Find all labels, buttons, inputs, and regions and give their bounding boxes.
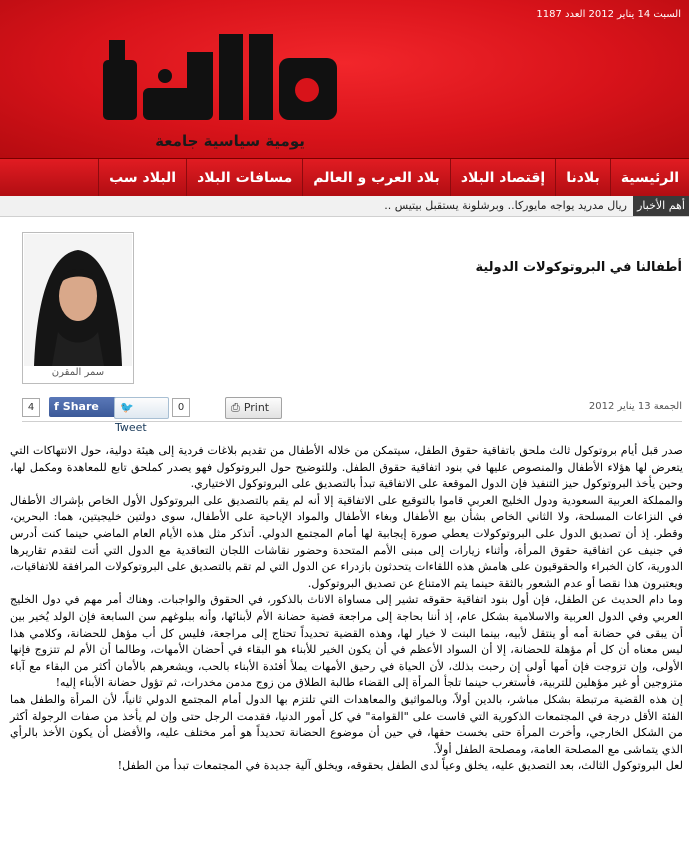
ticker-headline[interactable]: ريال مدريد يواجه مايوركا.. وبرشلونة يستقبل بيتيس ..: [384, 199, 627, 212]
tweet-count: 0: [172, 398, 190, 417]
main-nav: [0, 158, 689, 197]
print-label: Print: [243, 401, 270, 414]
twitter-bird-icon: 🐦: [120, 401, 134, 414]
article-paragraph: والمملكة العربية السعودية ودول الخليج العربي قاموا بالتوقيع على الاتفاقية إلا أنه لم يقم بالتصديق على البروتوكول الأول الخاص بإشراك الأطفال في النزاعات المسلحة، ولا الثاني الخاص بشأن بيع الأطفال وبغاء الأطفال والمواد الإباحية على الأطفال، سوى دولتين خليجيتين، هما: البحرين، وقطر. إذ أن تصديق الدول على البروتوكولات يعطي صورة إيجابية لها أمام المجتمع الدولي. أتذكر مثل هذه الأيام العام الماضي حينما كنت أدرس في جنيف عن اتفاقية حقوق المرأة، وأثناء زيارات إلى مبنى الأمم المتحدة وحضور نقاشات اللجان التعاقدية مع الدول التي أتت لتقدم تقاريرها الدورية، كان الخبراء والحقوقيون على هامش هذه اللقاءات يتحدثون بازدراء عن الدول التي لم تقم بالتصديق على البروتوكولات المرافقة للاتفاقيات، ويعتبرون هذا نقصا أو عدم الشعور بالثقة حينما يتم الامتناع عن تصديق البروتوكول.: [10, 493, 683, 590]
facebook-share-count: 4: [22, 398, 40, 417]
print-button[interactable]: [225, 397, 282, 419]
nav-item-arab-world[interactable]: بلاد العرب و العالم: [302, 159, 450, 197]
facebook-share-label: Share: [62, 400, 99, 413]
nav-item-economy[interactable]: إقتصاد البلاد: [450, 159, 555, 197]
article-paragraph: صدر قبل أيام بروتوكول ثالث ملحق باتفاقية حقوق الطفل، سيتمكن من خلاله الأطفال من تقديم بلاغات فردية إلى هيئة دولية، حول الانتهاكات التي يتعرض لها هؤلاء الأطفال والمنصوص عليها في بنود اتفاقية حقوق الطفل. وللتوضيح حول البروتوكول فهو يصدر كملحق تابع للمعاهدة ومكمل لها، وحين يأخذ البروتوكول حيز التنفيذ فإن الدول الموقعة على الاتفاقية تبدأ بالتصديق على البروتوكول الاختياري.: [10, 444, 683, 491]
article-date: الجمعة 13 يناير 2012: [588, 401, 682, 412]
article-title: أطفالنا في البروتوكولات الدولية: [475, 260, 682, 275]
ticker-label: أهم الأخبار: [633, 196, 689, 216]
nav-item-our-country[interactable]: بلادنا: [555, 159, 610, 197]
nav-item-sports[interactable]: البلاد سب: [98, 159, 186, 197]
masthead: [0, 0, 689, 158]
facebook-icon: f: [54, 400, 59, 413]
site-tagline: يومية سياسية جامعة: [155, 132, 305, 150]
author-photo: [24, 234, 132, 366]
author-card: [22, 232, 134, 384]
tweet-label: Tweet: [115, 421, 147, 434]
news-ticker: [0, 196, 689, 217]
article-body: [10, 443, 683, 775]
divider: [22, 421, 682, 422]
issue-dateline: السبت 14 يناير 2012 العدد 1187: [536, 9, 681, 20]
article-paragraph: إن هذه القضية مرتبطة بشكل مباشر، بالدين أولاً، وبالمواثيق والمعاهدات التي تلتزم بها الدول أمام المجتمع الدولي ثانياً، لأن المرأة والطفل هما الفئة الأقل درجة في المجتمعات الذكورية التي قاست على "القوامة" في كل أمور الدنيا، فقدمت الرجل حتى وإن لم يأخذ من صفات الرجولة أكثر من الشكل الخارجي، وأخرت المرأة حتى بخست حقها، في حين أن موضوع الحضانة تحديداً هو أمر مختلف عليه، والأفضل أن يكون الأخذ بالرأي الذي يتماشى مع المصلحة العامة، ومصلحة الطفل أولاً.: [10, 692, 683, 756]
tweet-button[interactable]: [114, 397, 169, 434]
nav-item-home[interactable]: الرئيسية: [610, 159, 689, 197]
nav-item-distances[interactable]: مسافات البلاد: [186, 159, 302, 197]
site-logo[interactable]: [95, 30, 345, 130]
author-name[interactable]: سمر المقرن: [51, 367, 105, 378]
article-paragraph: لعل البروتوكول الثالث، بعد التصديق عليه، يخلق وعياً لدى الطفل بحقوقه، ويخلق آلية جديدة في المجتمعات تبدأ من الطفل!: [117, 759, 683, 773]
printer-icon: ⎙: [231, 401, 240, 414]
article-paragraph: وما دام الحديث عن الطفل، فإن أول بنود اتفاقية حقوقه تشير إلى مساواة الاناث بالذكور، في الحقوق والواجبات. وهناك أمر مهم في دول الخليج العربي وفي الدول العربية والاسلامية بشكل عام، إذ أننا بحاجة إلى مراجعة قضية حضانة الأم لأبنائها، وأنه ببلوغهم سن السابعة فإن الولد يُخير بين أن يبقى في حضانة أمه أو ينتقل لأبيه، بينما البنت لا خيار لها، وهذه القضية تحديداً تحتاج إلى مراجعة، فليس كل أب مؤهل للحضانة، وكلامي هذا ليس معناه أن كل أم مؤهلة للحضانة، إلا أن السواد الأعظم في أن يكون الخير للأبناء هو البقاء في أحضان الأمهات، وطالما أن الأم لم تتزوج فإنها الأولى، وإن تزوجت فإن أمها أولى إن رحبت بذلك، لأن الحياة في رحيق الأمهات يملأ أفئدة الأبناء بالحب، ويشعرهم بالأمان أكثر من البقاء مع آباء متزوجين أو غير مؤهلين للتربية، فأستغرب حينما تلجأ المرأة إلى القضاء طالبة الطلاق من زوج مدمن مخدرات، ثم تؤول حضانة الأبناء إليه!: [10, 593, 683, 690]
